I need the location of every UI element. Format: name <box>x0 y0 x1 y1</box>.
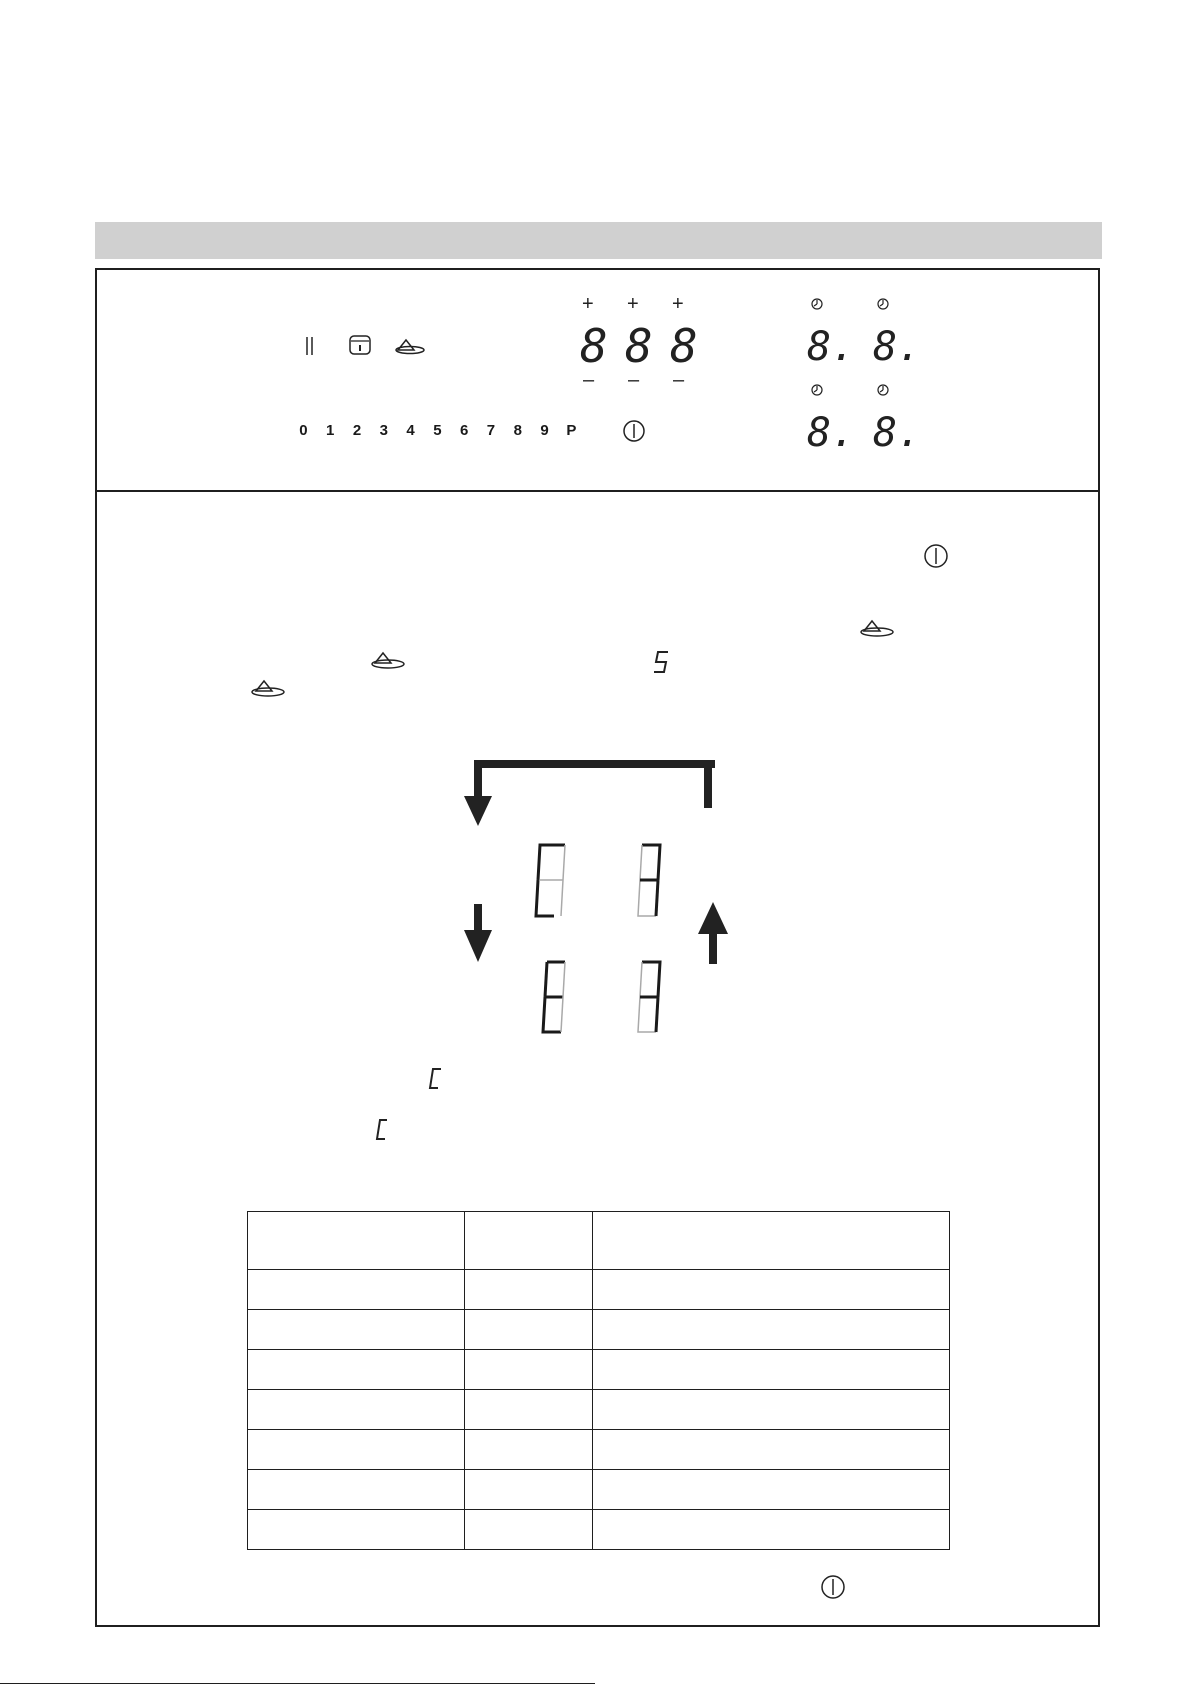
c-segment-symbol <box>377 1120 387 1139</box>
level-5[interactable]: 5 <box>433 422 442 439</box>
level-8[interactable]: 8 <box>513 422 522 439</box>
minus-label-2: – <box>628 369 640 391</box>
level-p[interactable]: P <box>566 422 577 439</box>
settings-table <box>247 1211 950 1550</box>
down-arrow <box>464 904 492 962</box>
level-1[interactable]: 1 <box>326 422 335 439</box>
segment-display-bottom-2 <box>638 962 660 1032</box>
power-icon <box>624 421 644 441</box>
svg-text:8.: 8. <box>873 410 922 456</box>
up-arrow <box>698 902 728 964</box>
segment-display-top-2 <box>638 845 660 916</box>
plus-label-3: + <box>672 293 684 315</box>
svg-text:8.: 8. <box>807 324 856 370</box>
plus-label-1: + <box>582 293 594 315</box>
segment-display-bottom-1 <box>543 962 565 1032</box>
zone-display-3 <box>670 319 698 373</box>
svg-text:8: 8 <box>670 319 698 373</box>
minus-label-1: – <box>583 369 595 391</box>
hood-icon <box>252 681 284 696</box>
zone-display-1 <box>580 319 608 373</box>
level-0[interactable]: 0 <box>299 422 308 439</box>
svg-text:8: 8 <box>580 319 608 373</box>
minus-label-3: – <box>673 369 685 391</box>
power-level-row <box>290 422 585 439</box>
power-icon <box>925 545 947 567</box>
hood-icon <box>861 621 893 636</box>
level-7[interactable]: 7 <box>486 422 496 439</box>
control-panel-illustration <box>0 0 1191 500</box>
level-6[interactable]: 6 <box>460 422 469 439</box>
segment-display-top-1 <box>536 845 565 916</box>
footer-rule <box>0 1683 595 1684</box>
level-2[interactable]: 2 <box>352 422 362 439</box>
pause-icon <box>307 337 312 355</box>
lock-icon <box>350 336 370 354</box>
svg-text:8.: 8. <box>873 324 922 370</box>
svg-text:8: 8 <box>625 319 653 373</box>
svg-text:8.: 8. <box>807 410 856 456</box>
plus-label-2: + <box>627 293 639 315</box>
c-segment-symbol <box>430 1069 441 1088</box>
level-4[interactable]: 4 <box>406 422 415 439</box>
cycle-arrow <box>464 760 715 826</box>
zone-display-2 <box>625 319 653 373</box>
power-icon <box>822 1576 844 1598</box>
hood-icon <box>396 340 424 354</box>
level-9[interactable]: 9 <box>540 422 549 439</box>
s-segment-symbol <box>654 652 668 672</box>
level-3[interactable]: 3 <box>379 422 388 439</box>
hood-icon <box>372 653 404 668</box>
timer-displays <box>807 324 921 456</box>
